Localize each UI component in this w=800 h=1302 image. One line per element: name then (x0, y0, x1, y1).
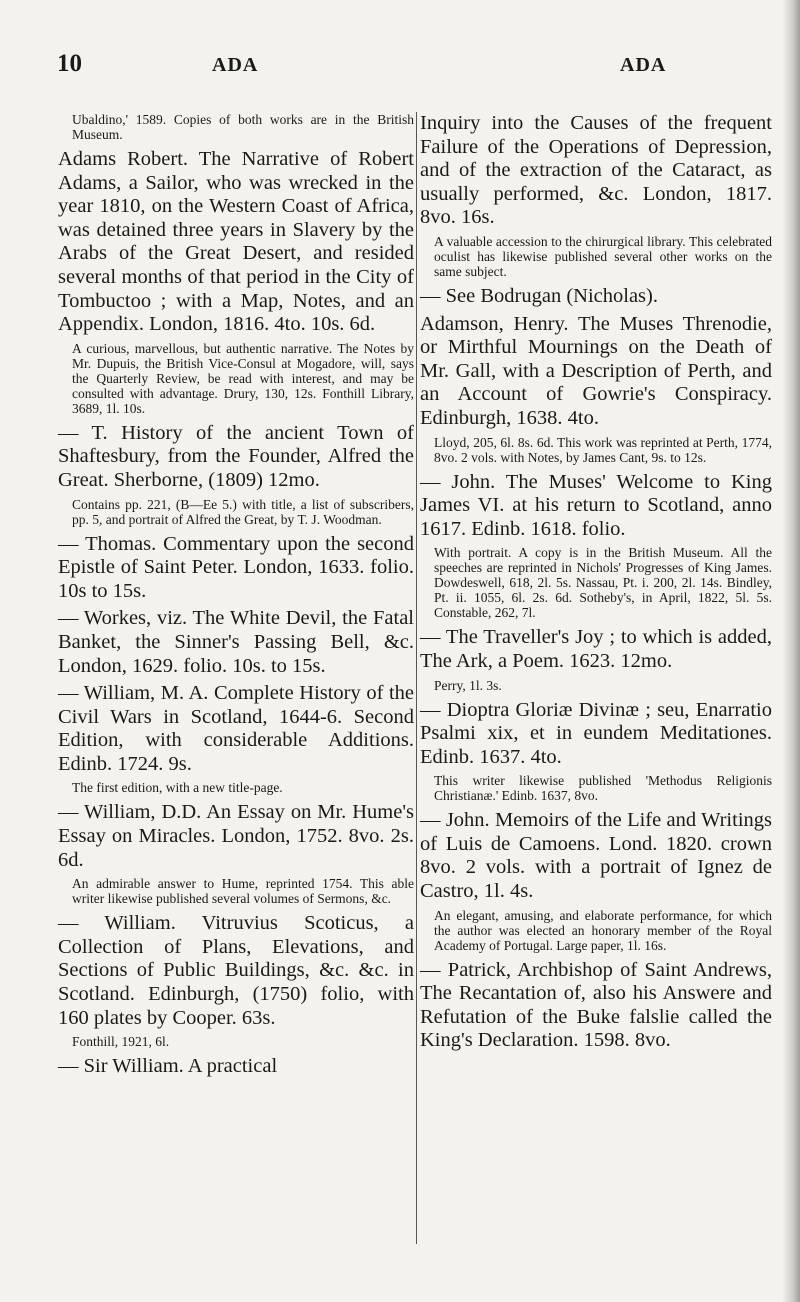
column-divider (416, 112, 417, 1244)
bibliographic-note: Ubaldino,' 1589. Copies of both works are in the British Museum. (72, 112, 414, 142)
running-header (0, 50, 800, 90)
bibliographic-note: Fonthill, 1921, 6l. (72, 1034, 170, 1050)
bibliographic-note: Contains pp. 221, (B—Ee 5.) with title, a list of subscribers, pp. 5, and portrait of Alfred the Great, by T. J. Woodman. (72, 496, 414, 527)
bibliographic-note: An admirable answer to Hume, reprinted 1754. This able writer likewise published several volumes of Sermons, &c. (72, 876, 414, 907)
bibliographic-note: A valuable accession to the chirurgical library. This celebrated oculist has likewise published several other works on the same subject. (434, 233, 772, 279)
bibliographic-note: An elegant, amusing, and elaborate performance, for which the author was elected an honorary member of the Royal Academy of Portugal. Large paper, 1l. 16s. (434, 907, 772, 953)
catalogue-entry: Adamson, Henry. The Muses Threnodie, or Mirthful Mournings on the Death of Mr. Gall, with a Description of Perth, and an Account of Gowrie's Conspiracy. Edinburgh, 1638. 4to. (420, 312, 772, 429)
catalogue-entry: — The Traveller's Joy ; to which is added, The Ark, a Poem. 1623. 12mo. (420, 626, 772, 672)
header-left-word: ADA (212, 54, 259, 76)
catalogue-entry: — Thomas. Commentary upon the second Epistle of Saint Peter. London, 1633. folio. 10s to 15s. (58, 532, 414, 602)
bibliographic-note: Perry, 1l. 3s. (434, 677, 502, 693)
left-column (58, 112, 414, 1083)
right-column (420, 112, 772, 1057)
catalogue-entry: — Patrick, Archbishop of Saint Andrews, The Recantation of, also his Answere and Refutation of the Buke falslie called the King's Declaration. 1598. 8vo. (420, 958, 772, 1052)
bibliographic-note: With portrait. A copy is in the British Museum. All the speeches are reprinted in Nichols' Progresses of King James. Dowdeswell, 618, 2l. 5s. Nassau, Pt. i. 200, 2l. 14s. Bindley, Pt. ii. 1055, 6l. 2s. 6d. Sotheby's, in April, 1822, 5l. 5s. Constable, 262, 7l. (434, 545, 772, 621)
catalogue-entry: — Dioptra Gloriæ Divinæ ; seu, Enarratio Psalmi xix, et in eundem Meditationes. Edinb. 1637. 4to. (420, 698, 772, 768)
catalogue-entry: — John. Memoirs of the Life and Writings of Luis de Camoens. Lond. 1820. crown 8vo. 2 vols. with a portrait of Ignez de Castro, 1l. 4s. (420, 809, 772, 903)
catalogue-entry: — William. Vitruvius Scoticus, a Collection of Plans, Elevations, and Sections of Public Buildings, &c. &c. in Scotland. Edinburgh, (1750) folio, with 160 plates by Cooper. 63s. (58, 912, 414, 1029)
header-right-word: ADA (620, 54, 667, 76)
bibliographic-note: Lloyd, 205, 6l. 8s. 6d. This work was reprinted at Perth, 1774, 8vo. 2 vols. with Notes, by James Cant, 9s. to 12s. (434, 434, 772, 465)
catalogue-entry: — John. The Muses' Welcome to King James VI. at his return to Scotland, anno 1617. Edinb. 1618. folio. (420, 470, 772, 540)
catalogue-entry: — See Bodrugan (Nicholas). (420, 284, 658, 307)
bibliographic-note: A curious, marvellous, but authentic narrative. The Notes by Mr. Dupuis, the British Vice-Consul at Mogadore, will, says the Quarterly Review, be read with interest, and may be consulted with advantage. Drury, 130, 12s. Fonthill Library, 3689, 1l. 10s. (72, 340, 414, 416)
catalogue-entry: — Workes, viz. The White Devil, the Fatal Banket, the Sinner's Passing Bell, &c. London, 1629. folio. 10s. to 15s. (58, 607, 414, 677)
catalogue-entry: — William, M. A. Complete History of the Civil Wars in Scotland, 1644-6. Second Edition, with considerable Additions. Edinb. 1724. 9s. (58, 682, 414, 775)
catalogue-entry: — Sir William. A practical (58, 1055, 278, 1078)
catalogue-entry: — T. History of the ancient Town of Shaftesbury, from the Founder, Alfred the Great. Sherborne, (1809) 12mo. (58, 421, 414, 491)
bibliographic-note: This writer likewise published 'Methodus Religionis Christianæ.' Edinb. 1637, 8vo. (434, 773, 772, 804)
catalogue-entry: Inquiry into the Causes of the frequent Failure of the Operations of Depression, and of the extraction of the Cataract, as usually performed, &c. London, 1817. 8vo. 16s. (420, 112, 772, 229)
page-edge-shadow (782, 0, 800, 1302)
bibliographic-note: The first edition, with a new title-page. (72, 780, 283, 796)
catalogue-entry: — William, D.D. An Essay on Mr. Hume's Essay on Miracles. London, 1752. 8vo. 2s. 6d. (58, 801, 414, 871)
catalogue-entry: Adams Robert. The Narrative of Robert Adams, a Sailor, who was wrecked in the year 1810, on the Western Coast of Africa, was detained three years in Slavery by the Arabs of the Great Desert, and resided several months of that period in the City of Tombuctoo ; with a Map, Notes, and an Appendix. London, 1816. 4to. 10s. 6d. (58, 148, 414, 336)
page-number: 10 (57, 50, 82, 77)
